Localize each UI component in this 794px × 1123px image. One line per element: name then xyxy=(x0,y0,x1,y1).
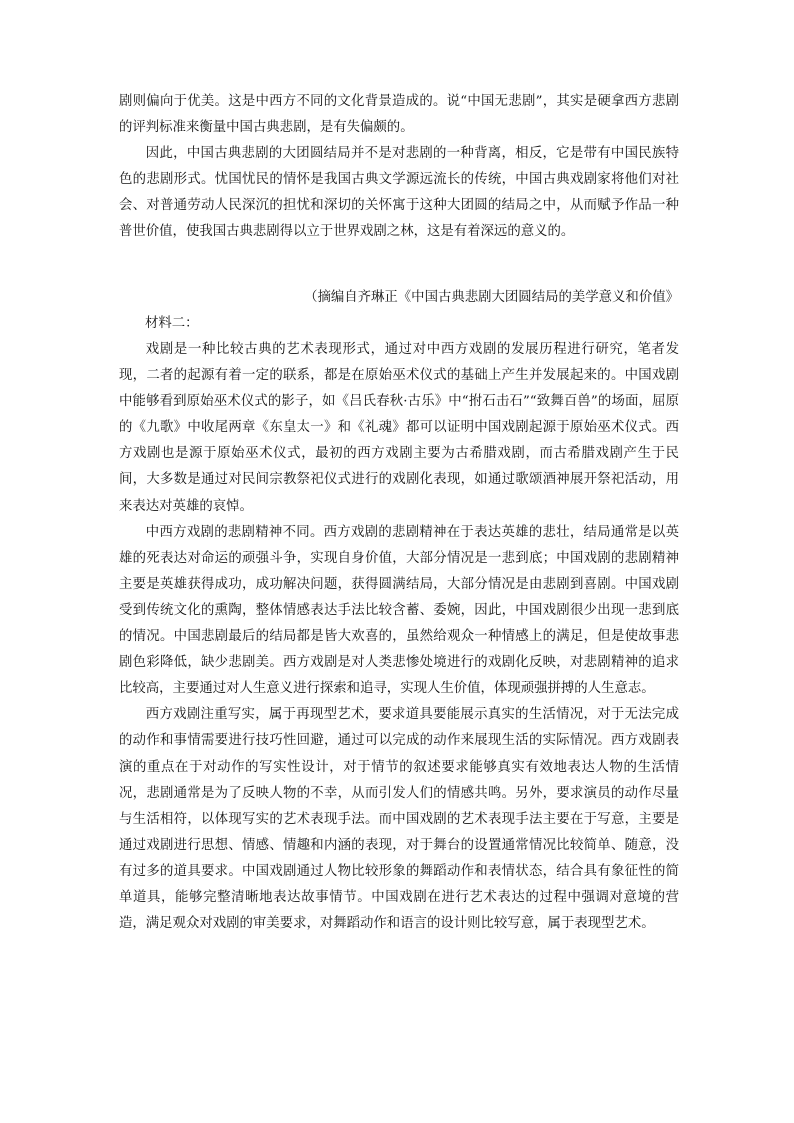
paragraph-continuation: 剧则偏向于优美。这是中西方不同的文化背景造成的。说“中国无悲剧”，其实是硬拿西方悲剧的评判标准来衡量中国古典悲剧，是有失偏颇的。 xyxy=(119,94,679,136)
paragraph-conclusion: 因此，中国古典悲剧的大团圆结局并不是对悲剧的一种背离，相反，它是带有中国民族特色的悲剧形式。忧国忧民的情怀是我国古典文学源远流长的传统，中国古典戏剧家将他们对社会、对普通劳动人民深沉的担忧和深切的关怀寓于这种大团圆的结局之中，从而赋予作品一种普世价值，使我国古典悲剧得以立于世界戏剧之林，这是有着深远的意义的。 xyxy=(119,146,679,240)
source-citation: （摘编自齐琳正《中国古典悲剧大团圆结局的美学意义和价值》 xyxy=(304,290,679,305)
paragraph-origin: 戏剧是一种比较古典的艺术表现形式，通过对中西方戏剧的发展历程进行研究，笔者发现，二者的起源有着一定的联系，都是在原始巫术仪式的基础上产生并发展起来的。中国戏剧中能够看到原始巫术仪式的影子，如《吕氏春秋·古乐》中“拊石击石”“致舞百兽”的场面，屈原的《九歌》中收尾两章《东皇太一》和《礼魂》都可以证明中国戏剧起源于原始巫术仪式。西方戏剧也是源于原始巫术仪式，最初的西方戏剧主要为古希腊戏剧，而古希腊戏剧产生于民间，大多数是通过对民间宗教祭祀仪式进行的戏剧化表现，如通过歌颂酒神展开祭祀活动，用来表达对英雄的哀悼。 xyxy=(119,342,679,514)
material-two-text xyxy=(119,337,679,937)
paragraph-tragic-spirit: 中西方戏剧的悲剧精神不同。西方戏剧的悲剧精神在于表达英雄的悲壮，结局通常是以英雄的死表达对命运的顽强斗争，实现自身价值，大部分情况是一悲到底；中国戏剧的悲剧精神主要是英雄获得成功，成功解决问题，获得圆满结局，大部分情况是由悲剧到喜剧。中国戏剧受到传统文化的熏陶，整体情感表达手法比较含蓄、委婉，因此，中国戏剧很少出现一悲到底的情况。中国悲剧最后的结局都是皆大欢喜的，虽然给观众一种情感上的满足，但是使故事悲剧色彩降低，缺少悲剧美。西方戏剧是对人类悲惨处境进行的戏剧化反映，对悲剧精神的追求比较高，主要通过对人生意义进行探索和追寻，实现人生价值，体现顽强拼搏的人生意志。 xyxy=(119,524,679,697)
paragraph-artistic-expression: 西方戏剧注重写实，属于再现型艺术，要求道具要能展示真实的生活情况，对于无法完成的动作和事情需要进行技巧性回避，通过可以完成的动作来展现生活的实际情况。西方戏剧表演的重点在于对动作的写实性设计，对于情节的叙述要求能够真实有效地表达人物的生活情况，悲剧通常是为了反映人物的不幸，从而引发人们的情感共鸣。另外，要求演员的动作尽量与生活相符，以体现写实的艺术表现手法。而中国戏剧的艺术表现手法主要在于写意，主要是通过戏剧进行思想、情感、情趣和内涵的表现，对于舞台的设置通常情况比较简单、随意，没有过多的道具要求。中国戏剧通过人物比较形象的舞蹈动作和表情状态，结合具有象征性的简单道具，能够完整清晰地表达故事情节。中国戏剧在进行艺术表达的过程中强调对意境的营造，满足观众对戏剧的审美要求，对舞蹈动作和语言的设计则比较写意，属于表现型艺术。 xyxy=(119,707,679,932)
material-two-label: 材料二： xyxy=(145,316,199,331)
material-one-text xyxy=(119,89,679,246)
